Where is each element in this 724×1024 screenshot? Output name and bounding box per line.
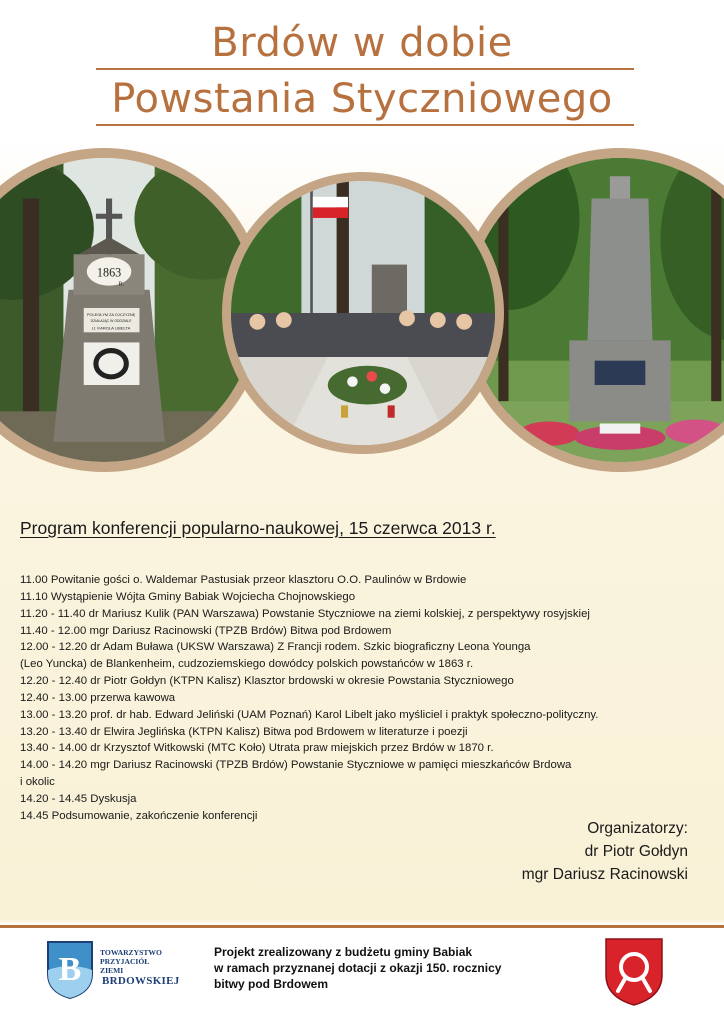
title-line-1: Brdów w dobie — [211, 20, 513, 66]
organizer-name: dr Piotr Gołdyn — [584, 843, 688, 860]
footer-divider — [0, 925, 724, 928]
schedule-item: 14.00 - 14.20 mgr Dariusz Racinowski (TPZB Brdów) Powstanie Styczniowe w pamięci mieszkańców Brdowa — [20, 759, 572, 772]
schedule-item: (Leo Yuncka) de Blankenheim, cudzoziemskiego dowódcy polskich powstańców w 1863 r. — [20, 658, 474, 671]
funding-line: w ramach przyznanej dotacji z okazji 150. rocznicy — [214, 961, 502, 975]
schedule-item: 11.20 - 11.40 dr Mariusz Kulik (PAN Warszawa) Powstanie Styczniowe na ziemi kolskiej, z perspektywy rosyjskiej — [20, 607, 590, 620]
schedule-item: 13.20 - 13.40 dr Elwira Jeglińska (KTPN Kalisz) Bitwa pod Brdowem w literaturze i poezji — [20, 725, 468, 738]
schedule-item: 13.00 - 13.20 prof. dr hab. Edward Jeliński (UAM Poznań) Karol Libelt jako myśliciel i praktyk społeczno-polityczny. — [20, 708, 599, 721]
schedule-item: 11.00 Powitanie gości o. Waldemar Pastusiak przeor klasztoru O.O. Paulinów w Brdowie — [20, 574, 467, 586]
schedule-item: 14.45 Podsumowanie, zakończenie konferencji — [20, 809, 258, 822]
funding-line: bitwy pod Brdowem — [214, 977, 328, 991]
plaque-year: 1863 — [96, 265, 122, 280]
funding-note — [214, 944, 594, 992]
schedule-item: 11.40 - 12.00 mgr Dariusz Racinowski (TPZB Brdów) Bitwa pod Brdowem — [20, 624, 392, 637]
schedule-item: 12.00 - 12.20 dr Adam Buława (UKSW Warszawa) Z Francji rodem. Szkic biograficzny Leona Younga — [20, 641, 531, 654]
logo-line: ZIEMI — [100, 966, 124, 975]
plaque-suffix: R. — [118, 281, 125, 288]
title-underline-2 — [96, 124, 634, 126]
logo-line: TOWARZYSTWO — [100, 948, 162, 957]
schedule-item: 13.40 - 14.00 dr Krzysztof Witkowski (MTC Koło) Utrata praw miejskich przez Brdów w 1870 r. — [20, 742, 494, 755]
logo-letter: B — [58, 951, 82, 988]
tpzb-shield-icon — [46, 940, 94, 1000]
organizer-name: mgr Dariusz Racinowski — [521, 866, 688, 883]
logo-text — [100, 948, 162, 975]
schedule-item: 14.20 - 14.45 Dyskusja — [20, 792, 137, 805]
schedule-item: 11.10 Wystąpienie Wójta Gminy Babiak Wojciecha Chojnowskiego — [20, 590, 356, 603]
logo-line: PRZYJACIÓŁ — [100, 957, 150, 966]
schedule-item: 12.20 - 12.40 dr Piotr Gołdyn (KTPN Kalisz) Klasztor brdowski w okresie Powstania Styczniowego — [20, 675, 514, 688]
plaque-text-2: DZIAŁAJĄC W ODDZIALE — [90, 319, 132, 324]
logo-name: BRDOWSKIEJ — [102, 975, 180, 987]
title-line-2: Powstania Styczniowego — [111, 76, 613, 122]
photo-ceremony — [222, 172, 504, 454]
schedule-item: 12.40 - 13.00 przerwa kawowa — [20, 691, 176, 704]
program-schedule — [20, 572, 710, 825]
funding-line: Projekt zrealizowany z budżetu gminy Babiak — [214, 945, 473, 959]
plaque-text-3: Lt. KAROLA LIBELTA — [91, 325, 131, 331]
coat-of-arms-icon — [604, 937, 664, 1007]
schedule-item: i okolic — [20, 776, 55, 789]
title-underline-1 — [96, 68, 634, 70]
tpzb-logo — [46, 940, 196, 1006]
plaque-text-1: POLEGŁYM ZA OJCZYZNĘ — [86, 313, 136, 318]
program-heading: Program konferencji popularno-naukowej, 15 czerwca 2013 r. — [20, 518, 496, 538]
organizers-label: Organizatorzy: — [587, 820, 688, 837]
